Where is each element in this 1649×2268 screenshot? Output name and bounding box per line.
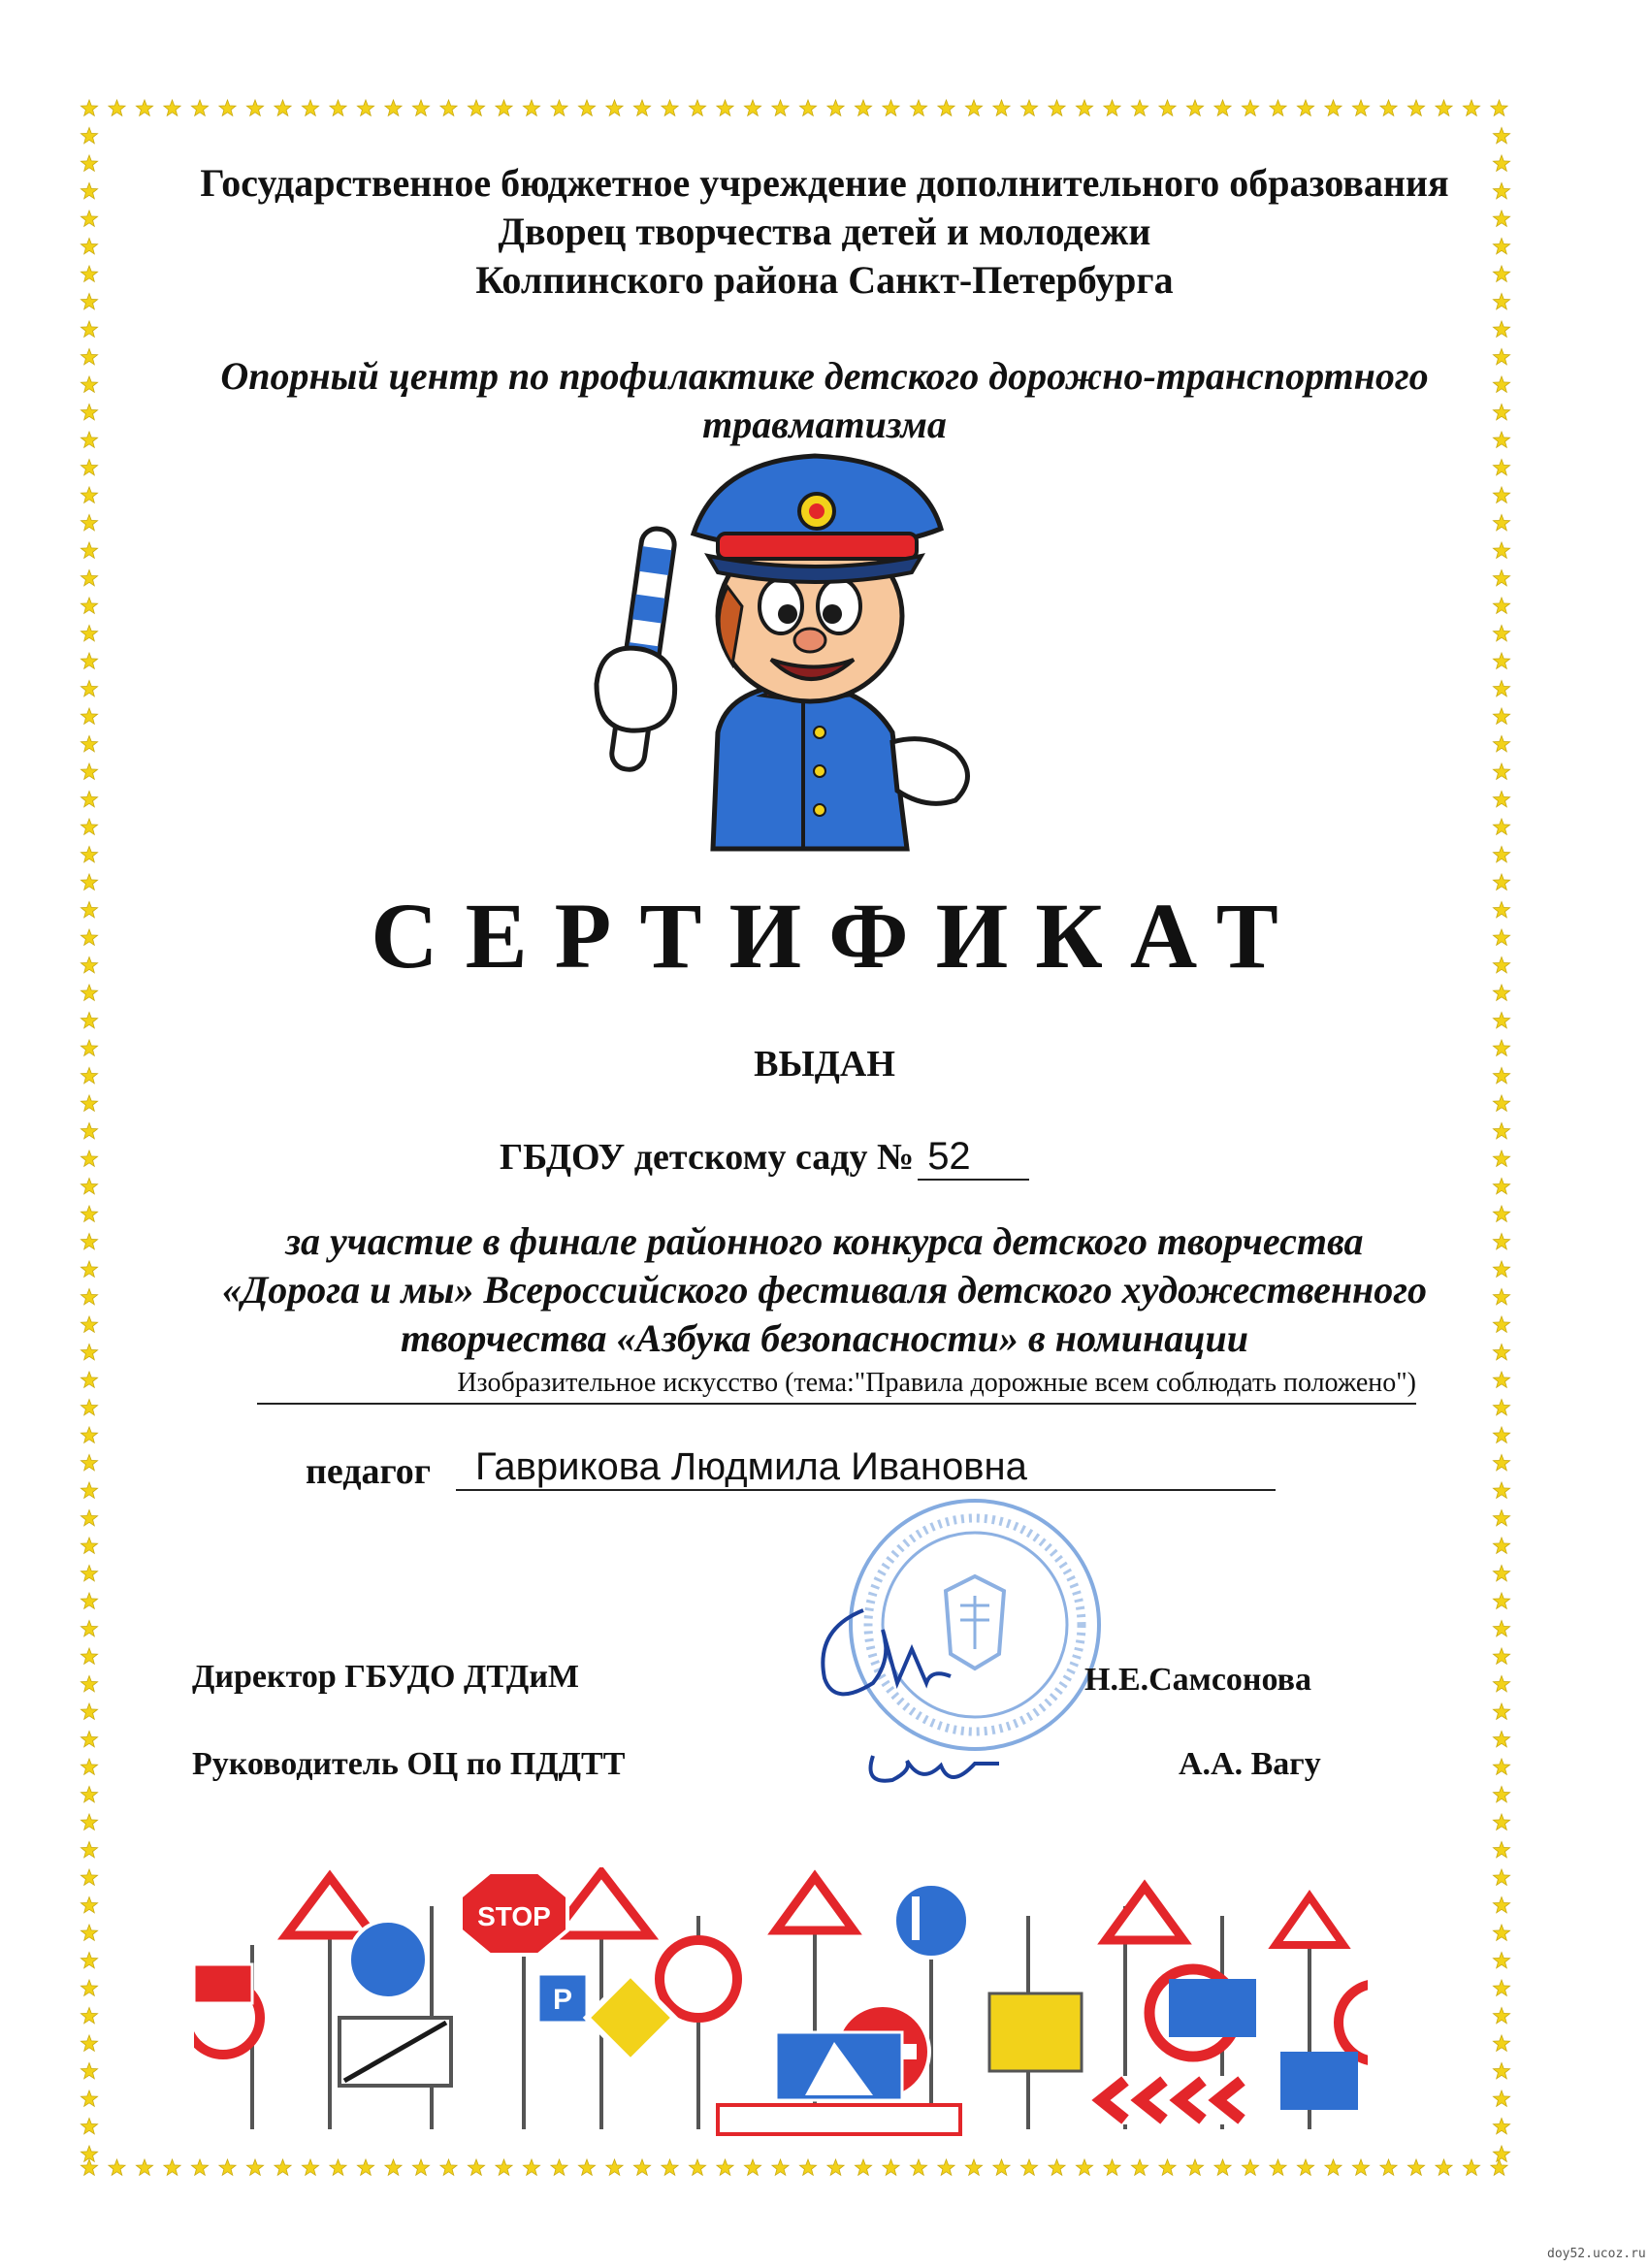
border-star [1380, 100, 1397, 115]
border-star [1493, 1814, 1509, 1830]
border-star [1493, 2063, 1509, 2079]
border-star [523, 2159, 539, 2175]
border-star [1493, 1123, 1509, 1139]
border-star [1186, 100, 1203, 115]
border-star [1325, 2159, 1342, 2175]
border-star [993, 2159, 1010, 2175]
border-star [1493, 321, 1509, 337]
director-role: Директор ГБУДО ДТДиМ [192, 1659, 580, 1695]
border-star [1493, 487, 1509, 502]
border-star [81, 2063, 97, 2079]
border-star [1493, 792, 1509, 807]
border-star [164, 2159, 180, 2175]
border-star [81, 1925, 97, 1940]
border-star [1493, 1732, 1509, 1747]
border-star [330, 2159, 346, 2175]
border-star [1242, 100, 1258, 115]
border-star [910, 100, 926, 115]
border-star [1049, 100, 1065, 115]
border-star [81, 1538, 97, 1553]
border-star [1493, 1150, 1509, 1166]
nomination-text: Изобразительное искусство (тема:"Правила дорожные всем соблюдать положено") [257, 1368, 1416, 1405]
border-star [81, 2035, 97, 2051]
border-star [385, 100, 402, 115]
border-star [1493, 736, 1509, 752]
border-star [81, 847, 97, 862]
border-star [440, 100, 457, 115]
border-star [1297, 2159, 1313, 2175]
border-star [1270, 100, 1286, 115]
border-star [136, 100, 152, 115]
border-star [606, 2159, 623, 2175]
border-star [606, 100, 623, 115]
border-star [81, 1593, 97, 1608]
border-star [1214, 2159, 1231, 2175]
border-star [275, 2159, 291, 2175]
border-star [1104, 2159, 1120, 2175]
border-star [81, 515, 97, 531]
border-star [1493, 2035, 1509, 2051]
handwritten-signatures [805, 1591, 1028, 1814]
border-star [81, 1150, 97, 1166]
border-star [1493, 1953, 1509, 1968]
border-star [81, 1980, 97, 1995]
border-star [109, 2159, 125, 2175]
director-name: Н.Е.Самсонова [1084, 1662, 1312, 1698]
border-star [633, 100, 650, 115]
border-star [81, 1703, 97, 1719]
border-star [1352, 100, 1369, 115]
border-star [1493, 2090, 1509, 2106]
border-star [1493, 847, 1509, 862]
border-star [1131, 100, 1148, 115]
border-star [523, 100, 539, 115]
teacher-label: педагог [306, 1451, 432, 1492]
border-star [1493, 1427, 1509, 1442]
border-star [468, 2159, 484, 2175]
border-star [412, 100, 429, 115]
border-star [81, 736, 97, 752]
border-star [1493, 1538, 1509, 1553]
border-star [1493, 1593, 1509, 1608]
border-star [1493, 1787, 1509, 1802]
border-star [81, 460, 97, 475]
border-star [1493, 653, 1509, 668]
border-star [136, 2159, 152, 2175]
border-star [662, 100, 678, 115]
border-star [1436, 100, 1452, 115]
border-star [81, 487, 97, 502]
kindergarten-number: 52 [918, 1135, 1029, 1181]
border-star [1493, 1482, 1509, 1498]
center-name-line2: травматизма [702, 403, 947, 446]
border-star [1076, 2159, 1092, 2175]
border-star [938, 2159, 954, 2175]
border-star [1493, 515, 1509, 531]
border-star [855, 100, 871, 115]
border-star [1049, 2159, 1065, 2175]
border-star [662, 2159, 678, 2175]
head-name: А.А. Вагу [1179, 1746, 1321, 1782]
border-star [1493, 1621, 1509, 1636]
border-star [81, 653, 97, 668]
border-star [1493, 1869, 1509, 1885]
border-star [1325, 100, 1342, 115]
border-star [1493, 1842, 1509, 1858]
border-star [1020, 2159, 1037, 2175]
border-star [81, 1621, 97, 1636]
border-star [551, 100, 567, 115]
border-star [1214, 100, 1231, 115]
border-star [81, 1013, 97, 1028]
border-star [81, 598, 97, 613]
border-star [330, 100, 346, 115]
border-star [717, 2159, 733, 2175]
border-star [993, 100, 1010, 115]
border-star [81, 1676, 97, 1692]
head-role: Руководитель ОЦ по ПДДТТ [192, 1746, 626, 1782]
border-star [246, 2159, 263, 2175]
border-star [1493, 681, 1509, 697]
border-star [1186, 2159, 1203, 2175]
certificate-title: СЕРТИФИКАТ [371, 884, 1306, 988]
border-star [1463, 100, 1479, 115]
border-star [412, 2159, 429, 2175]
center-name-line1: Опорный центр по профилактике детского дорожно-транспортного [220, 354, 1429, 398]
border-star [1159, 2159, 1176, 2175]
border-star [965, 2159, 982, 2175]
recipient-line [500, 1135, 1029, 1181]
border-star [1493, 570, 1509, 586]
institution-name-line2: Дворец творчества детей и молодежи [498, 210, 1151, 253]
border-star [81, 1953, 97, 1968]
border-star [81, 2119, 97, 2134]
border-star [81, 819, 97, 834]
border-star [1270, 2159, 1286, 2175]
border-star [883, 100, 899, 115]
border-star [81, 1814, 97, 1830]
border-star [219, 100, 236, 115]
border-star [1493, 542, 1509, 558]
border-star [81, 1648, 97, 1664]
border-star [81, 1123, 97, 1139]
border-star [275, 100, 291, 115]
reason-line3: творчества «Азбука безопасности» в номинации [400, 1316, 1249, 1360]
border-star [1493, 1648, 1509, 1664]
border-star [744, 100, 760, 115]
website-watermark: doy52.ucoz.ru [1547, 2247, 1646, 2261]
institution-name-line1: Государственное бюджетное учреждение дополнительного образования [200, 161, 1449, 205]
border-star [1493, 1095, 1509, 1111]
border-star [1493, 763, 1509, 779]
border-star [744, 2159, 760, 2175]
border-star [440, 2159, 457, 2175]
border-star [1407, 100, 1424, 115]
border-star [81, 1179, 97, 1194]
border-star [246, 100, 263, 115]
border-star [772, 100, 789, 115]
border-star [551, 2159, 567, 2175]
border-star [109, 100, 125, 115]
border-star [81, 626, 97, 641]
border-star [1493, 819, 1509, 834]
border-star [578, 2159, 595, 2175]
border-star [1493, 1897, 1509, 1913]
border-star [1493, 1510, 1509, 1526]
border-star [1493, 1980, 1509, 1995]
issued-label: ВЫДАН [754, 1044, 895, 1085]
border-star [357, 100, 373, 115]
border-star [1493, 1759, 1509, 1774]
border-star [191, 2159, 208, 2175]
border-star [81, 792, 97, 807]
border-star [799, 2159, 816, 2175]
border-star [1493, 1400, 1509, 1415]
border-star [385, 2159, 402, 2175]
border-star [1493, 626, 1509, 641]
border-star [578, 100, 595, 115]
border-star [1020, 100, 1037, 115]
border-star [81, 1869, 97, 1885]
border-star [965, 100, 982, 115]
border-star [81, 321, 97, 337]
border-star [1493, 1703, 1509, 1719]
border-star [1242, 2159, 1258, 2175]
border-star [81, 128, 97, 144]
border-star [689, 2159, 705, 2175]
border-star [1493, 2008, 1509, 2024]
reason-line1: за участие в финале районного конкурса детского творчества [285, 1219, 1364, 1263]
border-star [81, 570, 97, 586]
border-star [1407, 2159, 1424, 2175]
border-star [1380, 2159, 1397, 2175]
border-star [1076, 100, 1092, 115]
border-star [81, 1455, 97, 1471]
border-star [219, 2159, 236, 2175]
recipient-prefix: ГБДОУ детскому саду № [500, 1137, 915, 1178]
border-star [81, 1400, 97, 1415]
border-star [468, 100, 484, 115]
institution-name-line3: Колпинского района Санкт-Петербурга [475, 258, 1174, 302]
border-star [81, 1510, 97, 1526]
border-star [827, 2159, 844, 2175]
border-star [81, 1897, 97, 1913]
border-star [191, 100, 208, 115]
border-star [81, 1842, 97, 1858]
border-star [81, 2008, 97, 2024]
border-star [81, 1566, 97, 1581]
border-star [633, 2159, 650, 2175]
border-star [1491, 100, 1507, 115]
border-star [1493, 128, 1509, 144]
border-star [717, 100, 733, 115]
teacher-name: Гаврикова Людмила Ивановна [456, 1445, 1276, 1491]
border-star [81, 1095, 97, 1111]
border-star [302, 100, 318, 115]
border-star [1493, 1013, 1509, 1028]
border-star [1493, 2119, 1509, 2134]
border-star [1493, 1676, 1509, 1692]
border-star [883, 2159, 899, 2175]
stop-sign-text: STOP [477, 1901, 551, 1931]
border-star [496, 100, 512, 115]
border-star [81, 1482, 97, 1498]
border-star [1436, 2159, 1452, 2175]
border-star [1493, 1372, 1509, 1387]
border-star [1493, 460, 1509, 475]
border-star [81, 1759, 97, 1774]
road-signs-illustration [194, 1867, 1368, 2139]
border-star [164, 100, 180, 115]
border-star [1297, 100, 1313, 115]
reason-line2: «Дорога и мы» Всероссийского фестиваля детского художественного [221, 1268, 1428, 1312]
border-star [81, 708, 97, 724]
border-star [1493, 708, 1509, 724]
border-star [81, 681, 97, 697]
parking-sign-text: P [552, 1984, 573, 2016]
border-star [81, 1732, 97, 1747]
border-star [1352, 2159, 1369, 2175]
border-star [81, 1372, 97, 1387]
border-star [1131, 2159, 1148, 2175]
traffic-officer-mascot-illustration [572, 441, 1018, 868]
border-star [81, 100, 97, 115]
border-star [1493, 1455, 1509, 1471]
border-star [910, 2159, 926, 2175]
border-star [1493, 1566, 1509, 1581]
border-star [799, 100, 816, 115]
border-star [81, 763, 97, 779]
border-star [1493, 1925, 1509, 1940]
border-star [855, 2159, 871, 2175]
border-star [1493, 598, 1509, 613]
border-star [81, 1427, 97, 1442]
border-star [81, 2159, 97, 2175]
border-star [1159, 100, 1176, 115]
border-star [1493, 1179, 1509, 1194]
border-star [1104, 100, 1120, 115]
border-star [827, 100, 844, 115]
border-star [772, 2159, 789, 2175]
border-star [81, 1787, 97, 1802]
border-star [496, 2159, 512, 2175]
border-star [689, 100, 705, 115]
border-star [1491, 2159, 1507, 2175]
border-star [1463, 2159, 1479, 2175]
border-star [302, 2159, 318, 2175]
border-star [1493, 2146, 1509, 2161]
border-star [81, 2090, 97, 2106]
border-star [81, 542, 97, 558]
border-star [938, 100, 954, 115]
border-star [357, 2159, 373, 2175]
